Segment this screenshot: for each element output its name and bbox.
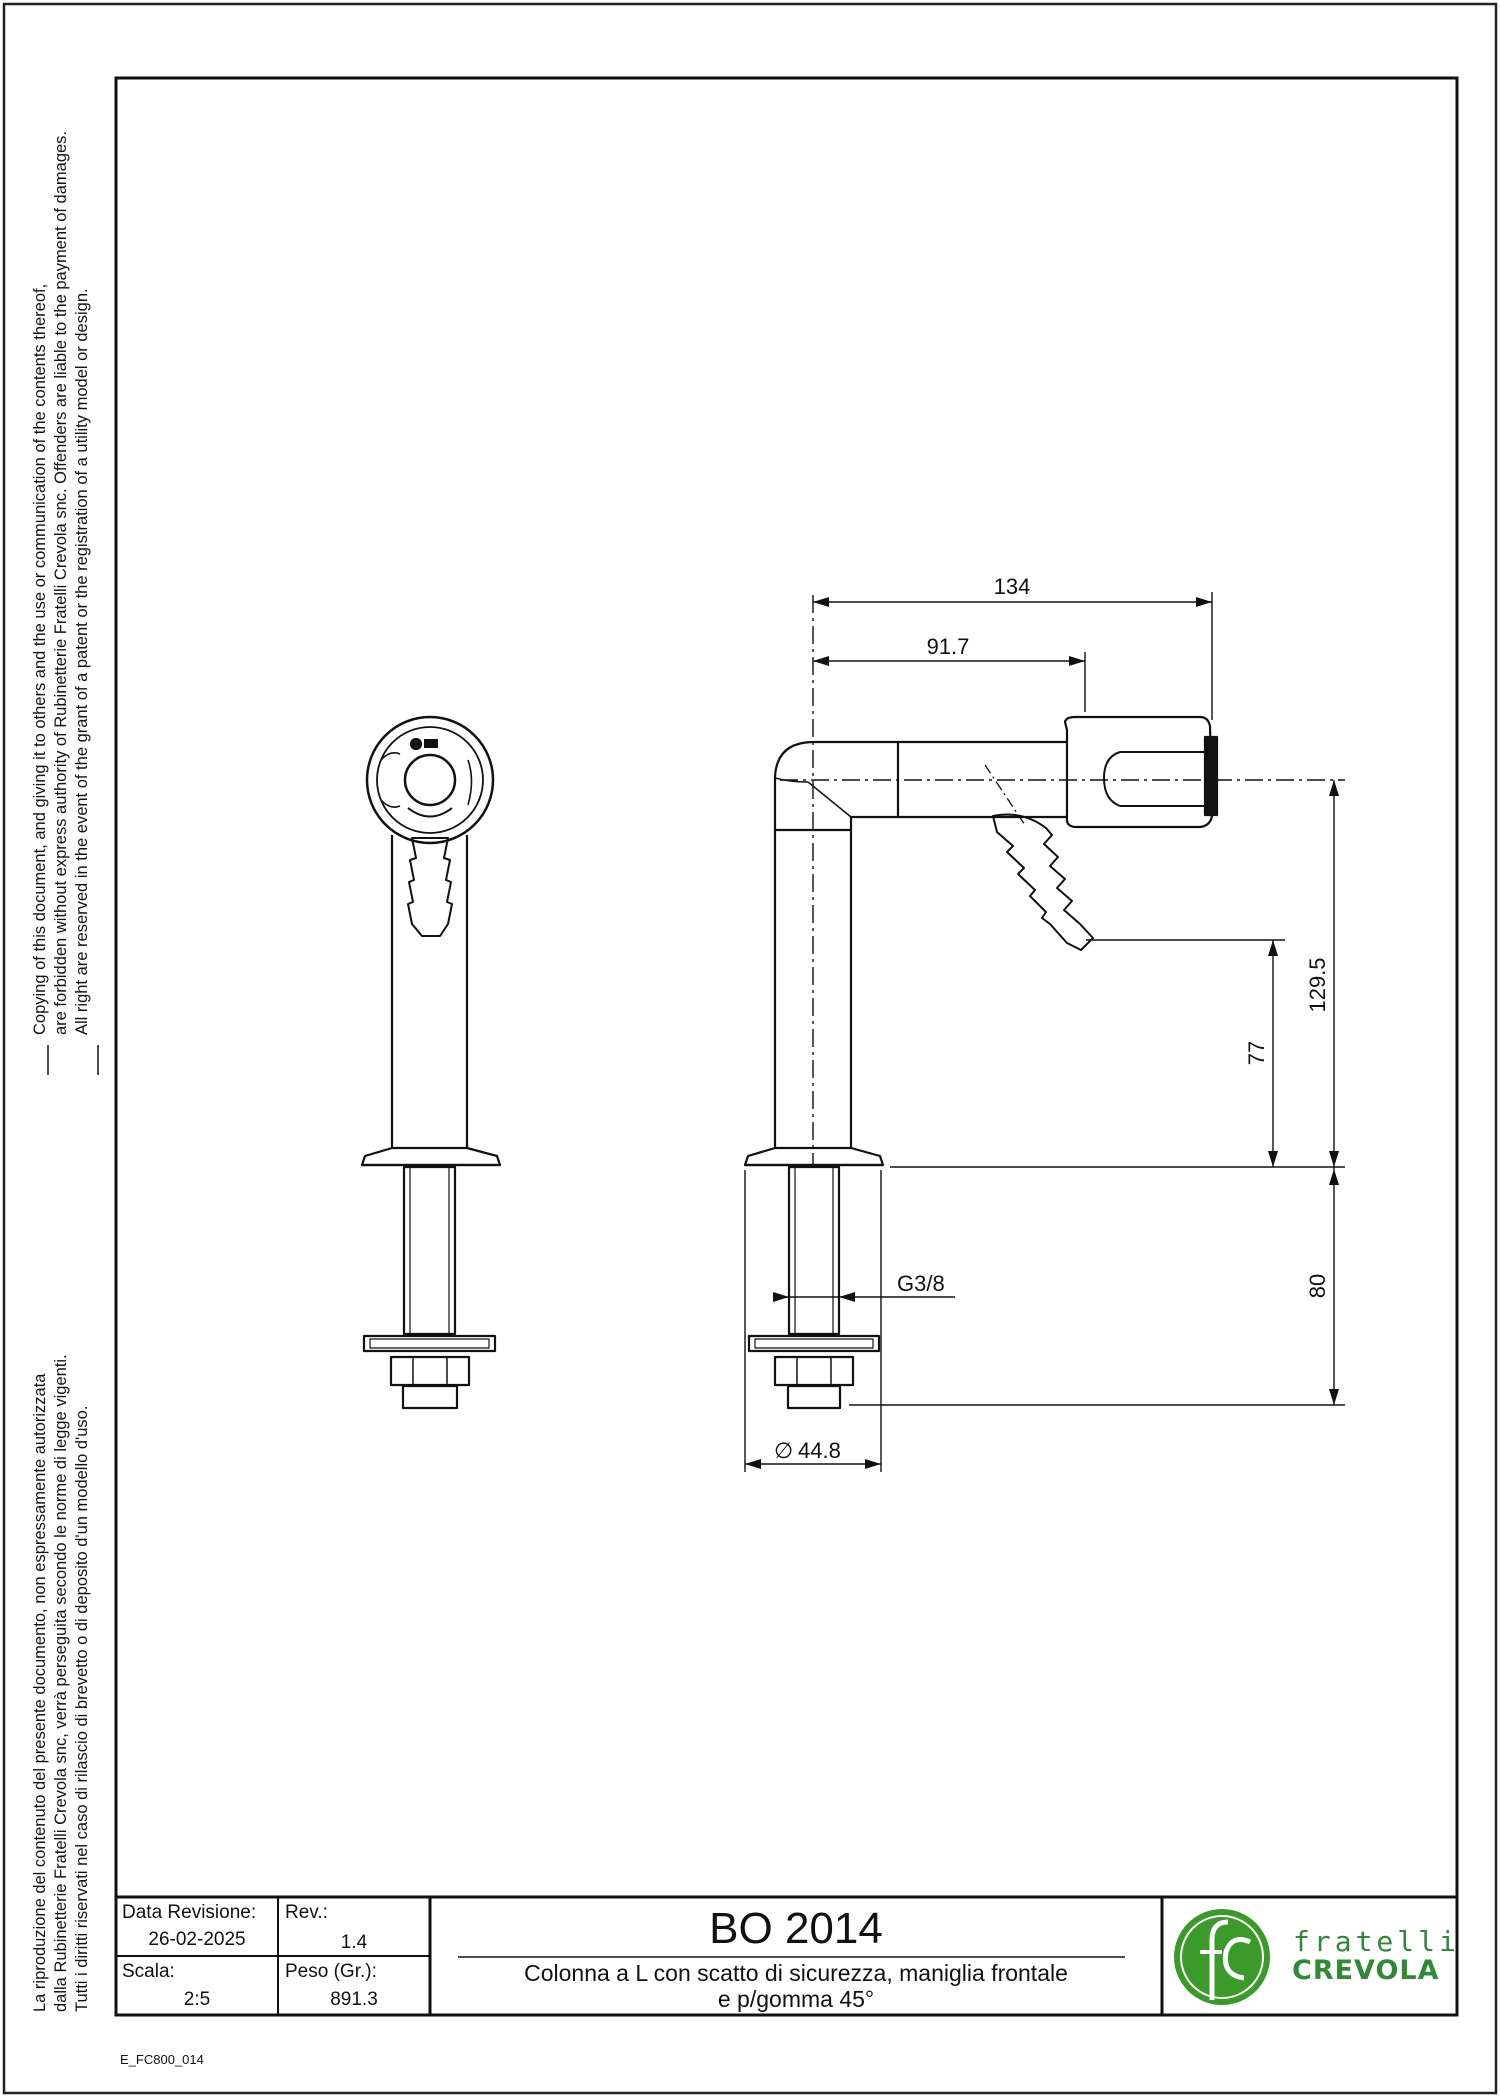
notice-it-line-2: dalla Rubinetterie Fratelli Crevola snc, verrà perseguita secondo le norme di legge vigenti. <box>52 1354 70 2012</box>
dim-77-label: 77 <box>1244 1040 1269 1066</box>
diameter-symbol: ∅ <box>774 1438 794 1463</box>
front-view <box>362 717 500 1408</box>
notice-en-line-1: Copying of this document, and giving it to others and the use or communication of the contents thereof, <box>31 283 49 1035</box>
peso-value: 891.3 <box>330 1989 378 2010</box>
peso-label: Peso (Gr.): <box>285 1961 377 1982</box>
front-knob-outer <box>367 717 493 843</box>
dimension-lines <box>745 592 1345 1472</box>
data-revisione-label: Data Revisione: <box>122 1902 257 1923</box>
data-revisione-value: 26-02-2025 <box>148 1929 246 1950</box>
notice-it-line-1: La riproduzione del contenuto del presente documento, non espressamente autorizzata <box>31 1373 49 2012</box>
scala-value: 2:5 <box>183 1989 211 2010</box>
dim-91-7-label: 91.7 <box>926 634 970 659</box>
side-view <box>745 717 1217 1408</box>
notice-it-line-3: Tutti i diritti riservati nel caso di rilascio di brevetto o di deposito d'un modello d'uso. <box>73 1405 91 2012</box>
rev-label: Rev.: <box>285 1902 328 1923</box>
dim-134-label: 134 <box>993 574 1031 599</box>
description-line-2: e p/gomma 45° <box>717 1986 875 2012</box>
rev-value: 1.4 <box>340 1932 368 1953</box>
outer-border <box>4 4 1496 2093</box>
logo-text-crevola: CREVOLA <box>1292 1955 1440 1986</box>
notice-en-line-2: are forbidden without express authority of Rubinetterie Fratelli Crevola snc. Offenders are liable to the payment of damages. <box>52 130 70 1035</box>
fratelli-crevola-logo <box>1174 1909 1270 2005</box>
dim-diameter-label: 44.8 <box>798 1438 841 1463</box>
dim-thread-label: G3/8 <box>897 1271 945 1296</box>
logo-text-fratelli: fratelli <box>1293 1925 1460 1958</box>
file-code: E_FC800_014 <box>120 2052 204 2067</box>
description-line-1: Colonna a L con scatto di sicurezza, maniglia frontale <box>524 1960 1068 1986</box>
dim-129-5-label: 129.5 <box>1305 957 1330 1013</box>
front-knob-center <box>405 755 455 805</box>
notice-italian <box>30 1354 93 2012</box>
drawing-code: BO 2014 <box>709 1904 883 1953</box>
notice-en-line-3: All right are reserved in the event of the grant of a patent or the registration of a utility model or design. <box>73 288 91 1035</box>
notice-english <box>30 131 93 1035</box>
dim-80-label: 80 <box>1305 1273 1330 1299</box>
dimension-arrows <box>745 597 1339 1469</box>
scala-label: Scala: <box>122 1961 175 1982</box>
